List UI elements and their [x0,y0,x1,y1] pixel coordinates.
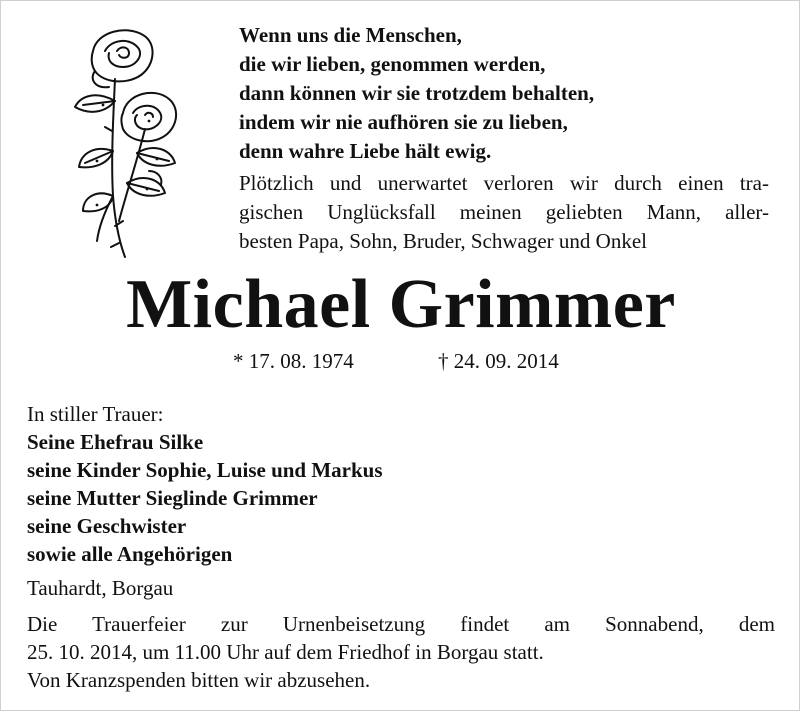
funeral-line: Die Trauerfeier zur Urnenbeisetzung findet am Sonnabend, dem [27,612,775,636]
place-names: Tauhardt, Borgau [27,576,174,600]
birth-date: * 17. 08. 1974 [233,349,354,373]
mourner-line: Seine Ehefrau Silke [27,430,204,454]
mourner-line: seine Geschwister [27,514,187,538]
mourner-line: seine Kinder Sophie, Luise und Markus [27,458,383,482]
memorial-poem [239,21,594,166]
funeral-info [27,610,775,694]
announcement-line: Plötzlich und unerwartet verloren wir durch einen tra- [239,171,769,195]
deceased-name: Michael Grimmer [126,266,676,343]
announcement-text [239,169,769,256]
announcement-line: gischen Unglücksfall meinen geliebten Mann, aller- [239,200,769,224]
poem-line: Wenn uns die Menschen, [239,23,462,47]
poem-line: indem wir nie aufhören sie zu lieben, [239,110,568,134]
mourner-line: sowie alle Angehörigen [27,542,233,566]
funeral-line: 25. 10. 2014, um 11.00 Uhr auf dem Friedhof in Borgau statt. [27,640,544,664]
funeral-line: Von Kranzspenden bitten wir abzusehen. [27,668,371,692]
poem-line: denn wahre Liebe hält ewig. [239,139,492,163]
rose-icon [53,21,203,261]
poem-line: die wir lieben, genommen werden, [239,52,546,76]
death-date: † 24. 09. 2014 [438,349,559,373]
mourners-heading: In stiller Trauer: [27,402,164,426]
announcement-line: besten Papa, Sohn, Bruder, Schwager und Onkel [239,229,647,253]
mourner-line: seine Mutter Sieglinde Grimmer [27,486,318,510]
mourners-list [27,400,383,568]
poem-line: dann können wir sie trotzdem behalten, [239,81,595,105]
